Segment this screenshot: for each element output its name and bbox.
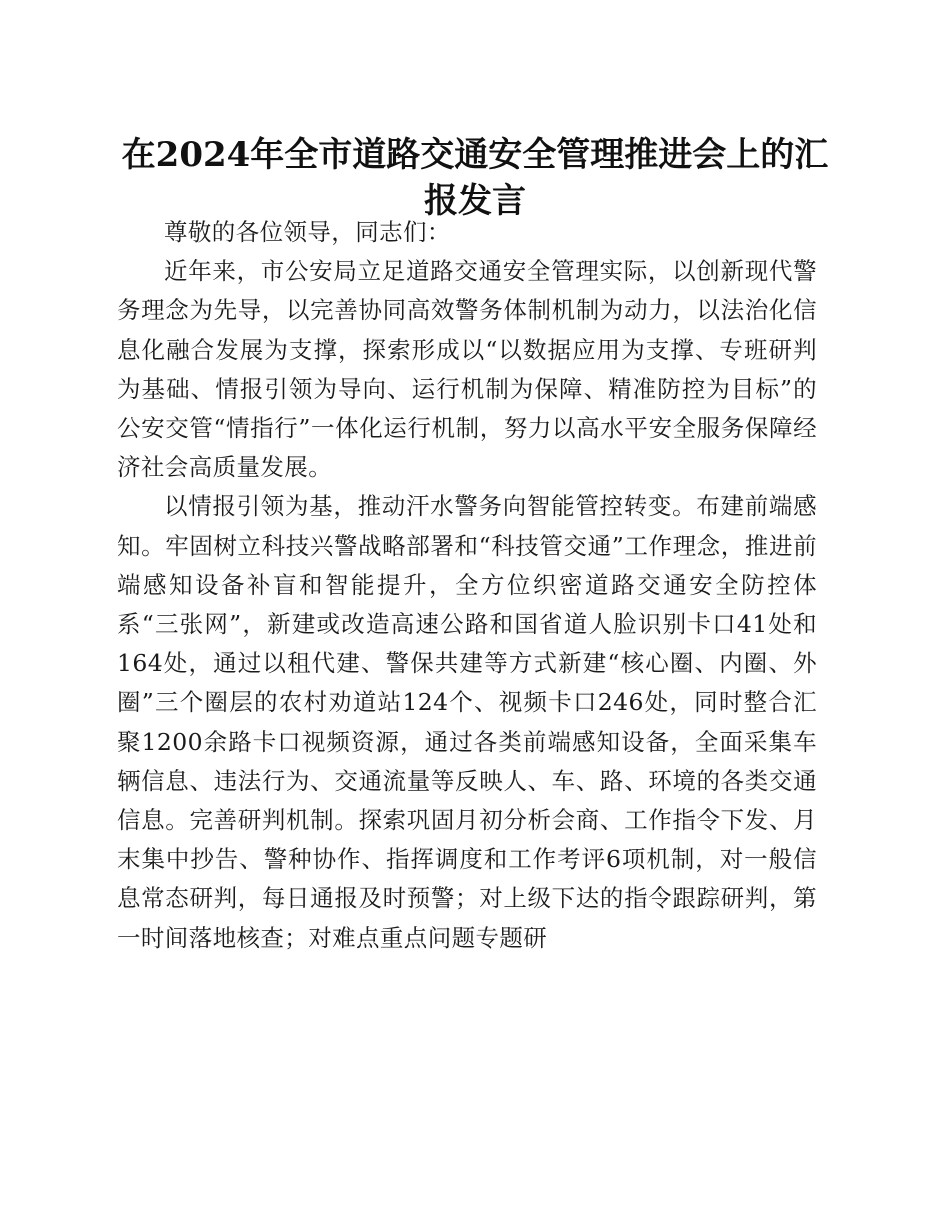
paragraph-intro: 近年来，市公安局立足道路交通安全管理实际，以创新现代警务理念为先导，以完善协同高效警务体制机制为动力，以法治化信息化融合发展为支撑，探索形成以“以数据应用为支撑、专班研判为基础、情报引领为导向、运行机制为保障、精准防控为目标”的公安交管“情指行”一体化运行机制，努力以高水平安全服务保障经济社会高质量发展。 [117, 257, 817, 482]
paragraph-intelligence: 以情报引领为基，推动汗水警务向智能管控转变。布建前端感知。牢固树立科技兴警战略部署和“科技管交通”工作理念，推进前端感知设备补盲和智能提升，全方位织密道路交通安全防控体系“三张网”，新建或改造高速公路和国省道人脸识别卡口41处和164处，通过以租代建、警保共建等方式新建“核心圈、内圈、外圈”三个圈层的农村劝道站124个、视频卡口246处，同时整合汇聚1200余路卡口视频资源，通过各类前端感知设备，全面采集车辆信息、违法行为、交通流量等反映人、车、路、环境的各类交通信息。完善研判机制。探索巩固月初分析会商、工作指令下发、月末集中抄告、警种协作、指挥调度和工作考评6项机制，对一般信息常态研判，每日通报及时预警；对上级下达的指令跟踪研判，第一时间落地核查；对难点重点问题专题研 [117, 492, 817, 952]
document-body [117, 213, 817, 958]
document-title: 在2024年全市道路交通安全管理推进会上的汇报发言 [121, 135, 829, 221]
salutation: 尊敬的各位领导，同志们： [164, 218, 451, 246]
